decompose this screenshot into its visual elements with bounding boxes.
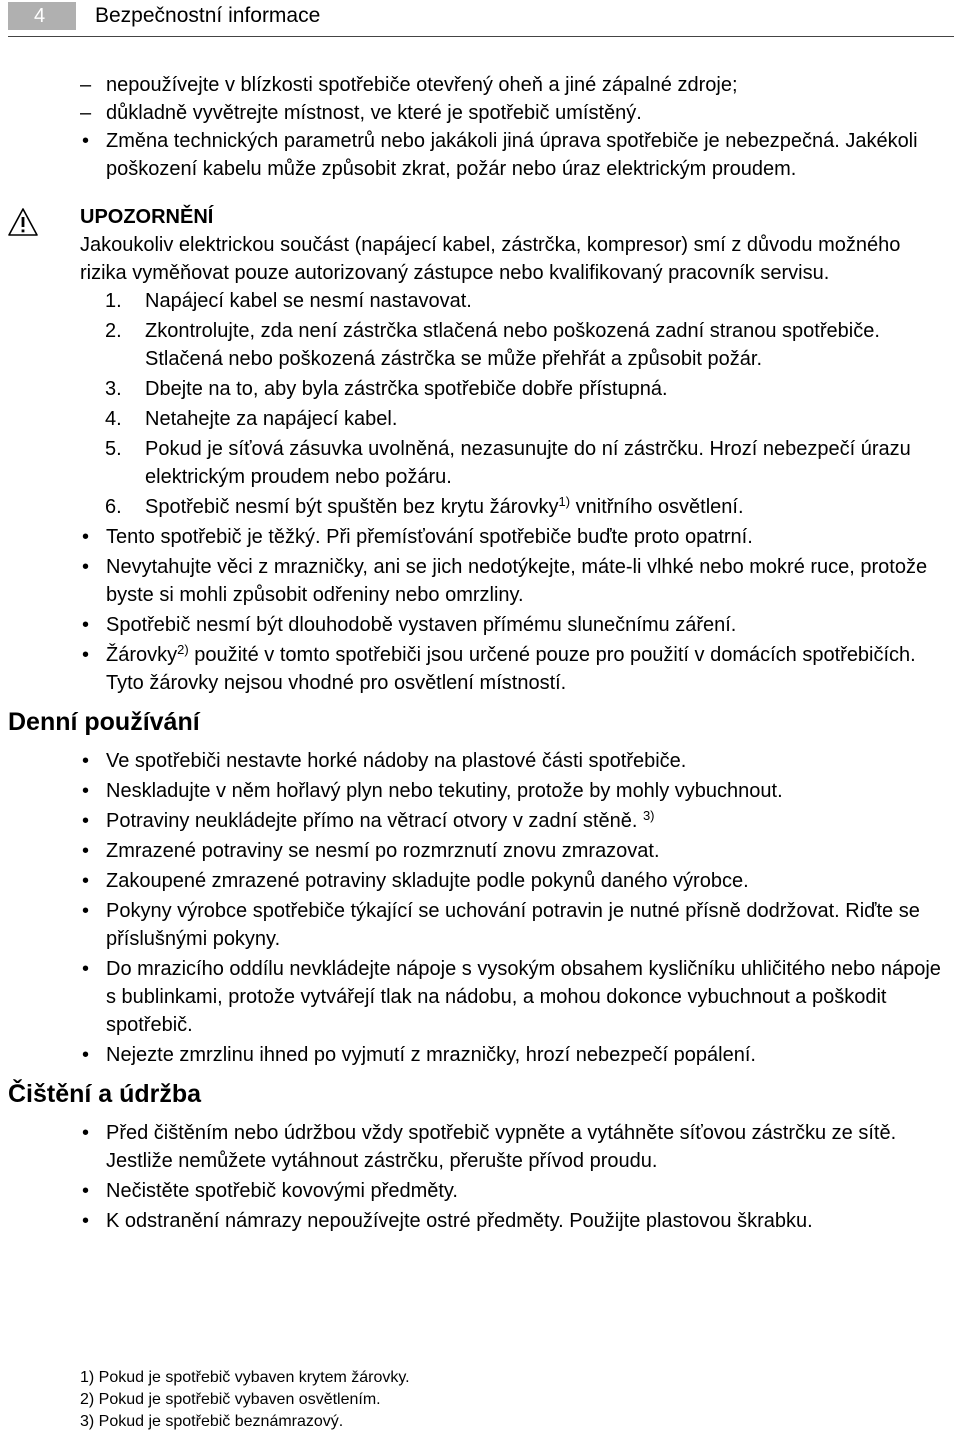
item-number: 6. (105, 496, 122, 518)
safety-bullet-list (80, 523, 952, 697)
numbered-item (80, 317, 952, 373)
daily-use-list (80, 747, 952, 1069)
footnotes (80, 1367, 950, 1433)
bullet-item: • Do mrazicího oddílu nevkládejte nápoje s vysokým obsahem kysličníku uhličitého nebo nápoje s bublinkami, protože vytvářejí tlak na nádobu, a mohou dokonce vybuchnout a poškodit spotřebič. (80, 955, 952, 1039)
item-text-after: vnitřního osvětlení. (570, 496, 744, 518)
page-number: 4 (8, 2, 76, 30)
bullet-item (80, 807, 952, 835)
numbered-item (80, 375, 952, 403)
item-text: Žárovky (106, 644, 178, 666)
bullet-item: • Nečistěte spotřebič kovovými předměty. (80, 1177, 952, 1205)
footnote-ref: 2) (177, 642, 189, 657)
item-text: Netahejte za napájecí kabel. (145, 408, 398, 430)
bullet-item: • Ve spotřebiči nestavte horké nádoby na plastové části spotřebiče. (80, 747, 952, 775)
warning-text: Jakoukoliv elektrickou součást (napájecí kabel, zástrčka, kompresor) smí z důvodu možného rizika vyměňovat pouze autorizovaný zástupce nebo kvalifikovaný pracovník servisu. (80, 234, 901, 284)
numbered-item (80, 435, 952, 491)
footnote: 3) Pokud je spotřebič beznámrazový. (80, 1413, 344, 1430)
item-text: Spotřebič nesmí být spuštěn bez krytu žárovky (145, 496, 559, 518)
footnote-ref: 1) (558, 494, 571, 509)
numbered-item (80, 287, 952, 315)
item-text: Potraviny neukládejte přímo na větrací otvory v zadní stěně. (106, 810, 643, 832)
dash-item: – důkladně vyvětrejte místnost, ve které je spotřebič umístěný. (80, 99, 952, 127)
bullet-item: • K odstranění námrazy nepoužívejte ostré předměty. Použijte plastovou škrabku. (80, 1207, 952, 1235)
section-title-cleaning: Čištění a údržba (8, 1080, 202, 1108)
footnote-ref: 3) (642, 808, 655, 823)
warning-box (80, 203, 952, 287)
dash-item: – nepoužívejte v blízkosti spotřebiče otevřený oheň a jiné zápalné zdroje; (80, 71, 952, 99)
item-text: Napájecí kabel se nesmí nastavovat. (145, 290, 472, 312)
bullet-item: • Tento spotřebič je těžký. Při přemísťování spotřebiče buďte proto opatrní. (80, 523, 952, 551)
warning-triangle-icon (7, 207, 39, 237)
item-text: Dbejte na to, aby byla zástrčka spotřebiče dobře přístupná. (145, 378, 668, 400)
item-number: 2. (105, 320, 122, 342)
item-number: 3. (105, 378, 122, 400)
item-text-after: použité v tomto spotřebiči jsou určené pouze pro použití v domácích spotřebičích. Tyto žárovky nejsou vhodné pro osvětlení místností. (106, 644, 916, 694)
bullet-item: • Před čištěním nebo údržbou vždy spotřebič vypněte a vytáhněte síťovou zástrčku ze sítě. Jestliže nemůžete vytáhnout zástrčku, přerušte přívod proudu. (80, 1119, 952, 1175)
bullet-item: • Nevytahujte věci z mrazničky, ani se jich nedotýkejte, máte-li vlhké nebo mokré ruce, protože byste si mohli způsobit odřeniny nebo omrzliny. (80, 553, 952, 609)
item-number: 5. (105, 438, 122, 460)
section-title-daily-use: Denní používání (8, 708, 200, 736)
item-text: Pokud je síťová zásuvka uvolněná, nezasunujte do ní zástrčku. Hrozí nebezpečí úrazu elektrickým proudem nebo požáru. (145, 438, 911, 488)
item-number: 1. (105, 290, 122, 312)
item-text: Zkontrolujte, zda není zástrčka stlačená nebo poškozená zadní stranou spotřebiče. Stlačená nebo poškozená zástrčka se může přehřát a způsobit požár. (145, 320, 880, 370)
intro-dash-list (80, 71, 952, 127)
bullet-item: • Pokyny výrobce spotřebiče týkající se uchování potravin je nutné přísně dodržovat. Riďte se příslušnými pokyny. (80, 897, 952, 953)
header-rule (8, 36, 954, 37)
footnote: 2) Pokud je spotřebič vybaven osvětlením. (80, 1391, 381, 1408)
header-title: Bezpečnostní informace (95, 4, 321, 27)
bullet-item: • Spotřebič nesmí být dlouhodobě vystaven přímému slunečnímu záření. (80, 611, 952, 639)
numbered-item (80, 493, 952, 521)
bullet-item: • Nejezte zmrzlinu ihned po vyjmutí z mrazničky, hrozí nebezpečí popálení. (80, 1041, 952, 1069)
bullet-item: • Zakoupené zmrazené potraviny skladujte podle pokynů daného výrobce. (80, 867, 952, 895)
bullet-item: • Zmrazené potraviny se nesmí po rozmrznutí znovu zmrazovat. (80, 837, 952, 865)
bullet-item (80, 641, 952, 697)
item-number: 4. (105, 408, 122, 430)
numbered-item (80, 405, 952, 433)
bullet-item: • Neskladujte v něm hořlavý plyn nebo tekutiny, protože by mohly vybuchnout. (80, 777, 952, 805)
page-content (8, 71, 952, 1235)
cleaning-list (80, 1119, 952, 1235)
bullet-item: • Změna technických parametrů nebo jakákoli jiná úprava spotřebiče je nebezpečná. Jakékoli poškození kabelu může způsobit zkrat, požár nebo úraz elektrickým proudem. (80, 127, 952, 183)
page-header (0, 0, 960, 40)
intro-bullet-list (80, 127, 952, 183)
footnote: 1) Pokud je spotřebič vybaven krytem žárovky. (80, 1369, 410, 1386)
warning-title: UPOZORNĚNÍ (80, 206, 214, 228)
numbered-list (80, 287, 952, 521)
